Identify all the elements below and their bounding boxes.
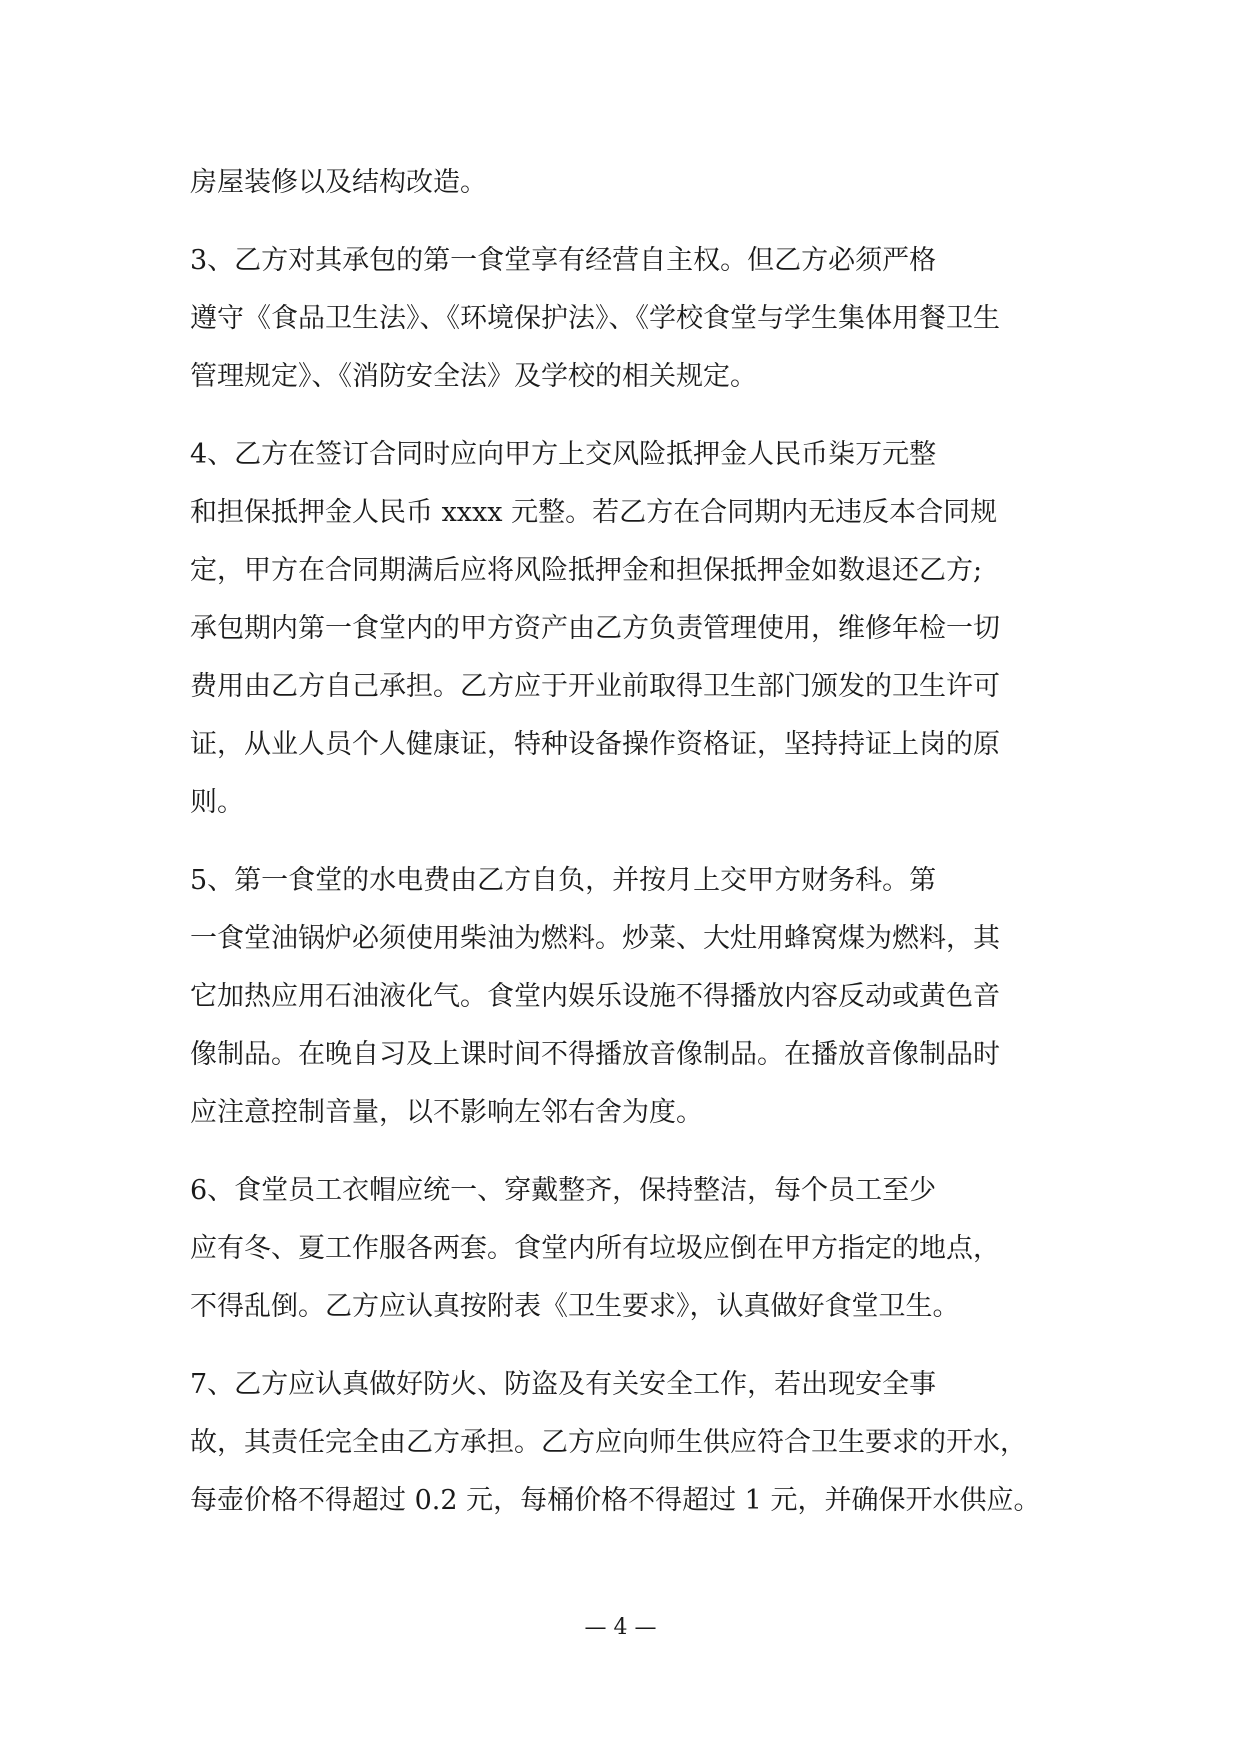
text-line: 一食堂油锅炉必须使用柴油为燃料。炒菜、大灶用蜂窝煤为燃料，其 bbox=[190, 923, 1000, 954]
text-line: 定，甲方在合同期满后应将风险抵押金和担保抵押金如数退还乙方; bbox=[190, 555, 983, 586]
text-line: 6、食堂员工衣帽应统一、穿戴整齐，保持整洁，每个员工至少 bbox=[190, 1175, 937, 1206]
text-line: 不得乱倒。乙方应认真按附表《卫生要求》，认真做好食堂卫生。 bbox=[190, 1291, 960, 1322]
text-line: 管理规定》、《消防安全法》及学校的相关规定。 bbox=[190, 361, 757, 392]
text-line: 应注意控制音量，以不影响左邻右舍为度。 bbox=[190, 1097, 703, 1128]
paragraph-spacing bbox=[190, 1142, 1055, 1162]
paragraph-spacing bbox=[190, 212, 1055, 232]
text-line: 它加热应用石油液化气。食堂内娱乐设施不得播放内容反动或黄色音 bbox=[190, 981, 1000, 1012]
text-line: 故，其责任完全由乙方承担。乙方应向师生供应符合卫生要求的开水， bbox=[190, 1427, 1027, 1458]
text-line: 则。 bbox=[190, 787, 244, 818]
text-line: 每壶价格不得超过 0.2 元，每桶价格不得超过 1 元，并确保开水供应。 bbox=[190, 1485, 1041, 1516]
text-line: 遵守《食品卫生法》、《环境保护法》、《学校食堂与学生集体用餐卫生 bbox=[190, 303, 1000, 334]
text-line: 证，从业人员个人健康证，特种设备操作资格证，坚持持证上岗的原 bbox=[190, 729, 1000, 760]
paragraph-spacing bbox=[190, 406, 1055, 426]
text-line: 7、乙方应认真做好防火、防盗及有关安全工作，若出现安全事 bbox=[190, 1369, 937, 1400]
paragraph-spacing bbox=[190, 1336, 1055, 1356]
text-line: 应有冬、夏工作服各两套。食堂内所有垃圾应倒在甲方指定的地点， bbox=[190, 1233, 1000, 1264]
page-number: — 4 — bbox=[584, 1615, 657, 1640]
text-line: 费用由乙方自己承担。乙方应于开业前取得卫生部门颁发的卫生许可 bbox=[190, 671, 1000, 702]
text-line: 4、乙方在签订合同时应向甲方上交风险抵押金人民币柒万元整 bbox=[190, 439, 937, 470]
text-line: 房屋装修以及结构改造。 bbox=[190, 167, 487, 198]
text-line: 3、乙方对其承包的第一食堂享有经营自主权。但乙方必须严格 bbox=[190, 245, 937, 276]
text-line: 像制品。在晚自习及上课时间不得播放音像制品。在播放音像制品时 bbox=[190, 1039, 1000, 1070]
text-line: 承包期内第一食堂内的甲方资产由乙方负责管理使用，维修年检一切 bbox=[190, 613, 1000, 644]
text-line: 5、第一食堂的水电费由乙方自负，并按月上交甲方财务科。第 bbox=[190, 865, 937, 896]
text-line: 和担保抵押金人民币 xxxx 元整。若乙方在合同期内无违反本合同规 bbox=[190, 497, 998, 528]
document-body bbox=[190, 154, 1055, 1530]
paragraph-spacing bbox=[190, 832, 1055, 852]
